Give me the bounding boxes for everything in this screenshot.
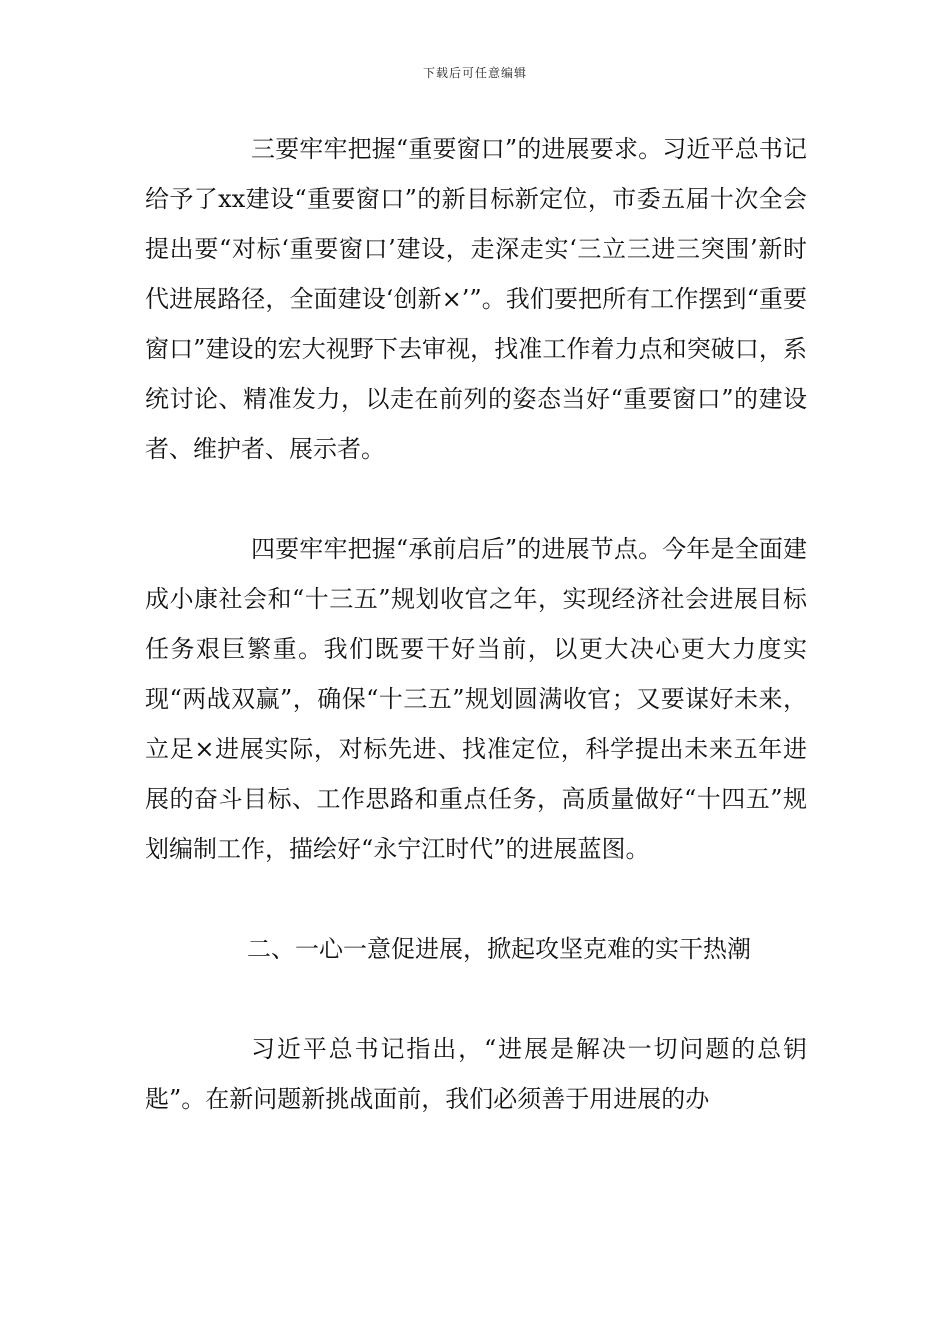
paragraph-transition-node: 四要牢牢把握“承前启后”的进展节点。今年是全面建成小康社会和“十三五”规划收官之年，实现经济社会进展目标任务艰巨繁重。我们既要干好当前，以更大决心更大力度实现“两战双赢”，确保“十三五”规划圆满收官；又要谋好未来，立足×进展实际，对标先进、找准定位，科学提出未来五年进展的奋斗目标、工作思路和重点任务，高质量做好“十四五”规划编制工作，描绘好“永宁江时代”的进展蓝图。 <box>145 535 807 863</box>
paragraph-gap <box>145 974 807 1024</box>
paragraph-gap <box>145 874 807 924</box>
paragraph-important-window: 三要牢牢把握“重要窗口”的进展要求。习近平总书记给予了xx建设“重要窗口”的新目标新定位，市委五届十次全会提出要“对标‘重要窗口’建设，走深走实‘三立三进三突围’新时代进展路径，全面建设‘创新×’”。我们要把所有工作摆到“重要窗口”建设的宏大视野下去审视，找准工作着力点和突破口，系统讨论、精准发力，以走在前列的姿态当好“重要窗口”的建设者、维护者、展示者。 <box>145 135 807 463</box>
paragraph-development-key: 习近平总书记指出，“进展是解决一切问题的总钥匙”。在新问题新挑战面前，我们必须善于用进展的办 <box>145 1035 807 1113</box>
page-header: 下载后可任意编辑 <box>422 66 527 80</box>
paragraph-gap <box>145 474 807 524</box>
document-body <box>145 124 807 1124</box>
section-heading: 二、一心一意促进展，掀起攻坚克难的实干热潮 <box>247 935 751 963</box>
